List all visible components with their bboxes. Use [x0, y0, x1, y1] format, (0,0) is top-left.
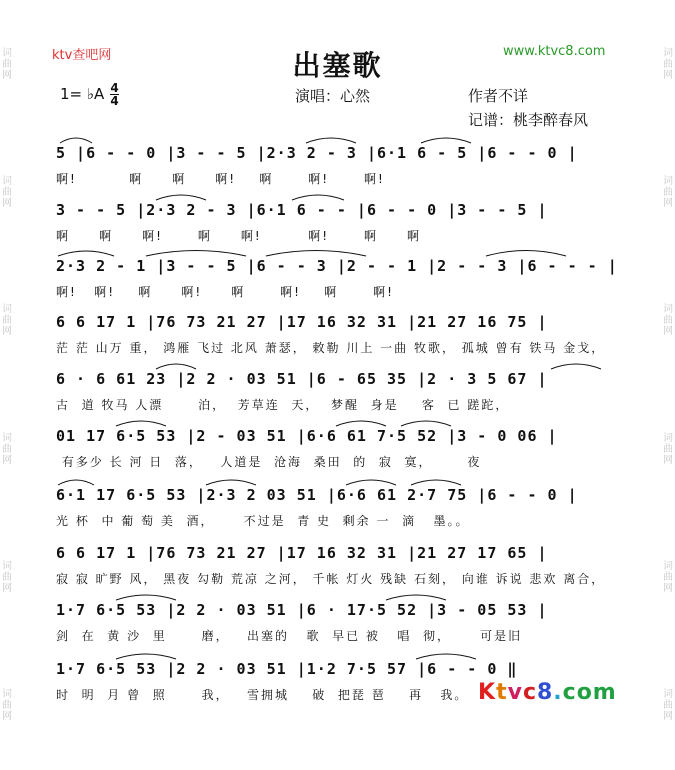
lyric-line: 寂 寂 旷野 风， 黑夜 勾勒 荒凉 之河， 千帐 灯火 残缺 石刻， 向谁 诉说 悲欢 离合， [56, 572, 606, 586]
lyric-line: 有多少 长 河 日 落， 人道是 沧海 桑田 的 寂 寞， 夜 [56, 455, 482, 469]
logo-part: 8 [536, 680, 554, 705]
logo-part: K [478, 680, 497, 705]
notation-line: 1·7 6·5 53 |2 2 · 03 51 |1·2 7·5 57 |6 - - 0 ‖ [56, 660, 518, 678]
lyric-line: 时 明 月 曾 照 我， 雪拥城 破 把琵 琶 再 我。 [56, 688, 469, 702]
watermark-group [663, 176, 673, 209]
watermark-text: 词 曲 网 [2, 560, 12, 594]
slur-marks [56, 132, 614, 144]
meter-top: 4 [110, 81, 119, 95]
watermark-group [2, 304, 12, 337]
notation-line: 6 6 17 1 |76 73 21 27 |17 16 32 31 |21 27 17 65 | [56, 544, 548, 562]
watermark-group [2, 561, 12, 594]
lyric-line: 茫 茫 山万 重， 鸿雁 飞过 北风 萧瑟， 敕勒 川上 一曲 牧歌， 孤城 曾有 铁马 金戈， [56, 341, 606, 355]
logo-part: t [496, 680, 508, 705]
author-credit: 作者不详 [468, 87, 529, 105]
notation-line: 6 · 6 61 23 |2 2 · 03 51 |6 - 65 35 |2 · 3 5 67 | [56, 370, 548, 388]
transcriber-credit: 记谱：桃李醉春风 [468, 111, 589, 129]
slur-marks [56, 358, 614, 370]
right-watermark-strip [661, 0, 675, 770]
watermark-text: 词 曲 网 [663, 47, 673, 81]
watermark-group [663, 433, 673, 466]
notation-line: 01 17 6·5 53 |2 - 03 51 |6·6 61 7·5 52 |3 - 0 06 | [56, 427, 558, 445]
slur-marks [56, 648, 614, 660]
song-title: 出塞歌 [292, 49, 383, 82]
watermark-group [2, 176, 12, 209]
lyric-line: 古 道 牧马 人漂 泊， 芳草连 天， 梦醒 身是 客 已 蹉跎， [56, 398, 510, 412]
site-name-left[interactable]: ktv查吧网 [52, 48, 112, 63]
key-signature: 1= ♭A [60, 85, 105, 103]
logo-part: . [553, 680, 563, 705]
logo-part: com [562, 680, 617, 705]
site-url-right[interactable]: www.ktvc8.com [503, 44, 606, 59]
watermark-text: 词 曲 网 [663, 560, 673, 594]
watermark-text: 词 曲 网 [2, 689, 12, 723]
watermark-text: 词 曲 网 [663, 432, 673, 466]
watermark-text: 词 曲 网 [2, 432, 12, 466]
ktvc8-logo[interactable] [478, 680, 617, 705]
notation-line: 3 - - 5 |2·3 2 - 3 |6·1 6 - - |6 - - 0 |3 - - 5 | [56, 201, 548, 219]
lyric-line: 光 杯 中 葡 萄 美 酒， 不过是 青 史 剩余 一 滴 墨。。 [56, 514, 470, 528]
slur-marks [56, 189, 614, 201]
lyric-line: 啊! 啊 啊 啊! 啊 啊! 啊! [56, 172, 385, 186]
watermark-group [2, 433, 12, 466]
notation-line: 6 6 17 1 |76 73 21 27 |17 16 32 31 |21 27 16 75 | [56, 313, 548, 331]
time-signature [110, 82, 119, 107]
watermark-text: 词 曲 网 [2, 175, 12, 209]
left-watermark-strip [0, 0, 14, 770]
notation-line: 1·7 6·5 53 |2 2 · 03 51 |6 · 17·5 52 |3 - 05 53 | [56, 601, 548, 619]
lyric-line: 啊! 啊! 啊 啊! 啊 啊! 啊 啊! [56, 285, 394, 299]
slur-marks [56, 415, 614, 427]
meter-bottom: 4 [110, 94, 119, 108]
watermark-group [663, 561, 673, 594]
slur-marks [56, 589, 614, 601]
watermark-text: 词 曲 网 [663, 689, 673, 723]
watermark-text: 词 曲 网 [663, 304, 673, 338]
slur-marks [56, 245, 614, 257]
logo-part: c [522, 680, 537, 705]
lyric-line: 剑 在 黄 沙 里 磨， 出塞的 歌 早已 被 唱 彻， 可是旧 [56, 629, 523, 643]
logo-part: v [507, 680, 523, 705]
slur-marks [56, 474, 614, 486]
lyric-line: 啊 啊 啊! 啊 啊! 啊! 啊 啊 [56, 229, 422, 243]
watermark-group [663, 304, 673, 337]
watermark-group [663, 689, 673, 722]
watermark-text: 词 曲 网 [663, 175, 673, 209]
notation-line: 2·3 2 - 1 |3 - - 5 |6 - - 3 |2 - - 1 |2 - - 3 |6 - - - | [56, 257, 618, 275]
notation-line: 6·1 17 6·5 53 |2·3 2 03 51 |6·6 61 2·7 75 |6 - - 0 | [56, 486, 578, 504]
singer-credit: 演唱：心然 [295, 87, 371, 105]
watermark-text: 词 曲 网 [2, 47, 12, 81]
notation-line: 5 |6 - - 0 |3 - - 5 |2·3 2 - 3 |6·1 6 - 5 |6 - - 0 | [56, 144, 578, 162]
watermark-group [2, 689, 12, 722]
watermark-text: 词 曲 网 [2, 304, 12, 338]
